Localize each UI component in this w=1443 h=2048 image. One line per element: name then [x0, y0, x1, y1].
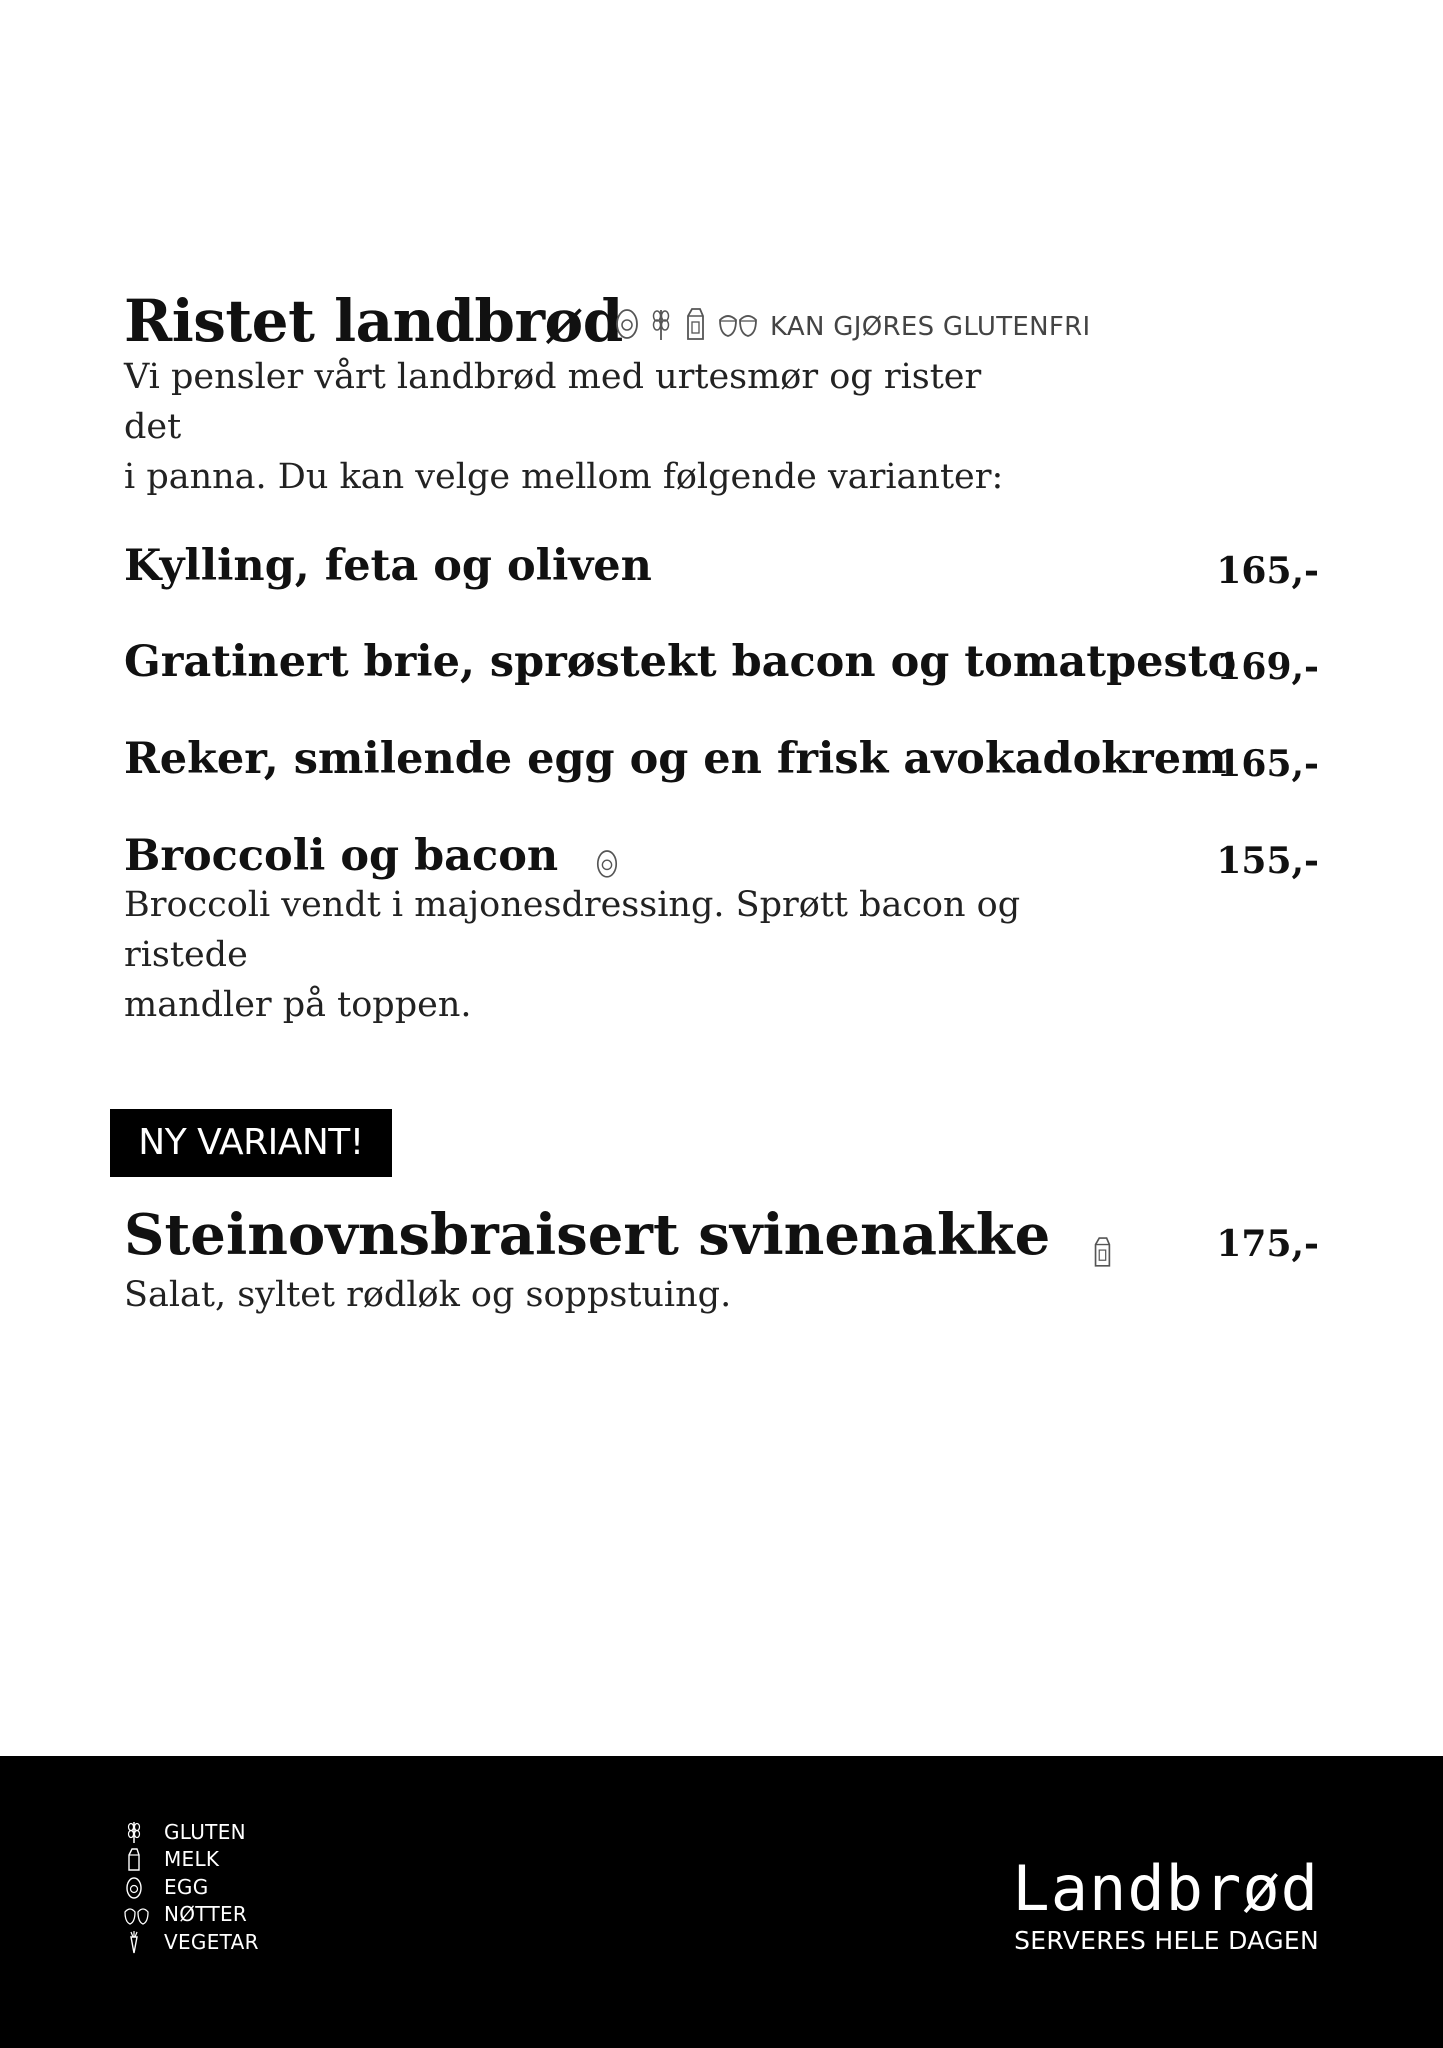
milk-icon: [682, 304, 708, 342]
legend-item: [124, 1846, 259, 1874]
menu-item-price: 155,-: [1216, 840, 1319, 882]
legend-label: GLUTEN: [164, 1819, 246, 1844]
allergen-legend: [124, 1818, 259, 1956]
legend-label: NØTTER: [164, 1902, 248, 1927]
brand-logo: Landbrød: [1012, 1852, 1319, 1925]
menu-item-price: 165,-: [1216, 743, 1319, 785]
new-variant-name: [124, 1202, 1114, 1268]
milk-icon: [1090, 1219, 1114, 1259]
legend-item: [124, 1928, 259, 1956]
section-intro: [124, 352, 1024, 502]
egg-icon: [124, 1875, 144, 1899]
legend-item: [124, 1873, 259, 1901]
carrot-icon: [124, 1930, 144, 1954]
gluten-icon: [124, 1820, 144, 1844]
legend-label: MELK: [164, 1847, 220, 1872]
legend-item: [124, 1901, 259, 1929]
menu-item-name: Gratinert brie, sprøstekt bacon og tomatpesto: [124, 637, 1237, 687]
legend-label: EGG: [164, 1874, 209, 1899]
menu-item-price: 169,-: [1216, 646, 1319, 688]
new-variant-description: Salat, syltet rødløk og soppstuing.: [124, 1275, 732, 1315]
nuts-icon: [716, 304, 760, 342]
new-variant-badge: NY VARIANT!: [110, 1109, 392, 1177]
menu-item-name: Reker, smilende egg og en frisk avokadokrem: [124, 734, 1227, 784]
intro-line: i panna. Du kan velge mellom følgende varianter:: [124, 457, 1004, 497]
new-variant-price: 175,-: [1216, 1223, 1319, 1265]
egg-icon: [595, 841, 619, 877]
menu-item-name: [124, 830, 619, 882]
footer: [0, 1756, 1443, 2048]
egg-icon: [614, 304, 640, 342]
menu-item-description: [124, 880, 1124, 1030]
gluten-free-note: KAN GJØRES GLUTENFRI: [770, 312, 1091, 342]
legend-label: VEGETAR: [164, 1929, 259, 1954]
section-title: Ristet landbrød: [124, 287, 623, 355]
new-variant-label: Steinovnsbraisert svinenakke: [124, 1202, 1051, 1268]
nuts-icon: [124, 1902, 150, 1926]
gluten-icon: [648, 304, 674, 342]
description-line: Broccoli vendt i majonesdressing. Sprøtt bacon og ristede: [124, 885, 1021, 975]
legend-item: [124, 1818, 259, 1846]
menu-item-price: 165,-: [1216, 550, 1319, 592]
menu-item-name: Kylling, feta og oliven: [124, 541, 652, 591]
allergen-icons: [614, 304, 760, 342]
intro-line: Vi pensler vårt landbrød med urtesmør og rister det: [124, 357, 982, 447]
brand-tagline: SERVERES HELE DAGEN: [1014, 1926, 1319, 1955]
milk-icon: [124, 1847, 144, 1871]
menu-item-label: Broccoli og bacon: [124, 831, 559, 881]
description-line: mandler på toppen.: [124, 985, 472, 1025]
